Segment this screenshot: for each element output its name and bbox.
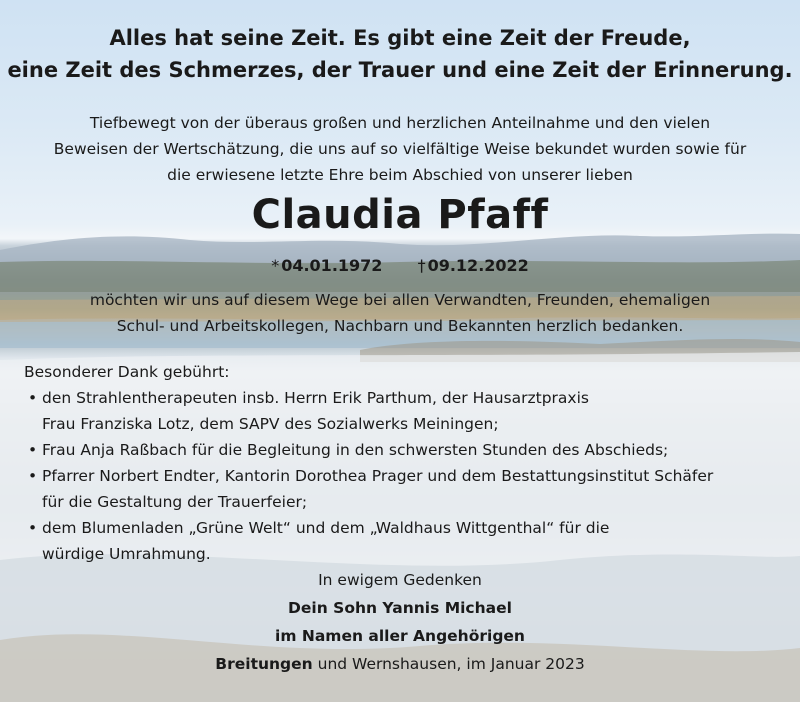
bullet-icon: •: [28, 441, 38, 459]
life-dates: [0, 256, 800, 275]
bullet-icon: •: [28, 519, 38, 537]
motto-line-2: eine Zeit des Schmerzes, der Trauer und eine Zeit der Erinnerung.: [7, 58, 793, 82]
closing: [0, 566, 800, 678]
thanks-text: [0, 287, 800, 339]
signer-line-2: im Namen aller Angehörigen: [275, 627, 525, 645]
list-item: [24, 463, 784, 515]
list-item-line-1: dem Blumenladen „Grüne Welt“ und dem „Waldhaus Wittgenthal“ für die: [42, 519, 610, 537]
list-item-line-2: würdige Umrahmung.: [42, 545, 211, 563]
special-thanks: [24, 359, 784, 567]
list-item-line-1: Pfarrer Norbert Endter, Kantorin Dorothea Prager und dem Bestattungsinstitut Schäfer: [42, 467, 714, 485]
place-date: und Wernshausen, im Januar 2023: [312, 655, 585, 673]
intro-line-1: Tiefbewegt von der überaus großen und herzlichen Anteilnahme und den vielen: [89, 114, 711, 132]
bullet-icon: •: [28, 389, 38, 407]
list-item-line-2: für die Gestaltung der Trauerfeier;: [42, 493, 308, 511]
thanks-line-1: möchten wir uns auf diesem Wege bei allen Verwandten, Freunden, ehemaligen: [89, 291, 711, 309]
place-date-line: [0, 650, 800, 678]
motto-line-1: Alles hat seine Zeit. Es gibt eine Zeit der Freude,: [109, 26, 691, 50]
place-name: Breitungen: [215, 655, 313, 673]
intro-line-2: Beweisen der Wertschätzung, die uns auf so vielfältige Weise bekundet wurden sowie für: [53, 140, 747, 158]
remembrance-line: In ewigem Gedenken: [318, 571, 482, 589]
intro-text: [0, 110, 800, 188]
motto: [0, 22, 800, 86]
thanks-line-2: Schul- und Arbeitskollegen, Nachbarn und Bekannten herzlich bedanken.: [116, 317, 684, 335]
death-date: 09.12.2022: [427, 256, 529, 275]
list-item-line-1: Frau Anja Raßbach für die Begleitung in den schwersten Stunden des Abschieds;: [42, 441, 669, 459]
birth-symbol: *: [271, 256, 280, 275]
special-thanks-heading: Besonderer Dank gebührt:: [24, 363, 230, 381]
bullet-icon: •: [28, 467, 38, 485]
special-thanks-list: [24, 385, 784, 567]
birth-date: 04.01.1972: [281, 256, 383, 275]
death-cross-icon: †: [417, 256, 426, 275]
deceased-name: Claudia Pfaff: [251, 192, 549, 238]
list-item: [24, 385, 784, 437]
list-item-line-2: Frau Franziska Lotz, dem SAPV des Sozialwerks Meiningen;: [42, 415, 499, 433]
intro-line-3: die erwiesene letzte Ehre beim Abschied von unserer lieben: [167, 166, 633, 184]
list-item-line-1: den Strahlentherapeuten insb. Herrn Erik Parthum, der Hausarztpraxis: [42, 389, 589, 407]
list-item: [24, 437, 784, 463]
list-item: [24, 515, 784, 567]
signer-line-1: Dein Sohn Yannis Michael: [288, 599, 512, 617]
